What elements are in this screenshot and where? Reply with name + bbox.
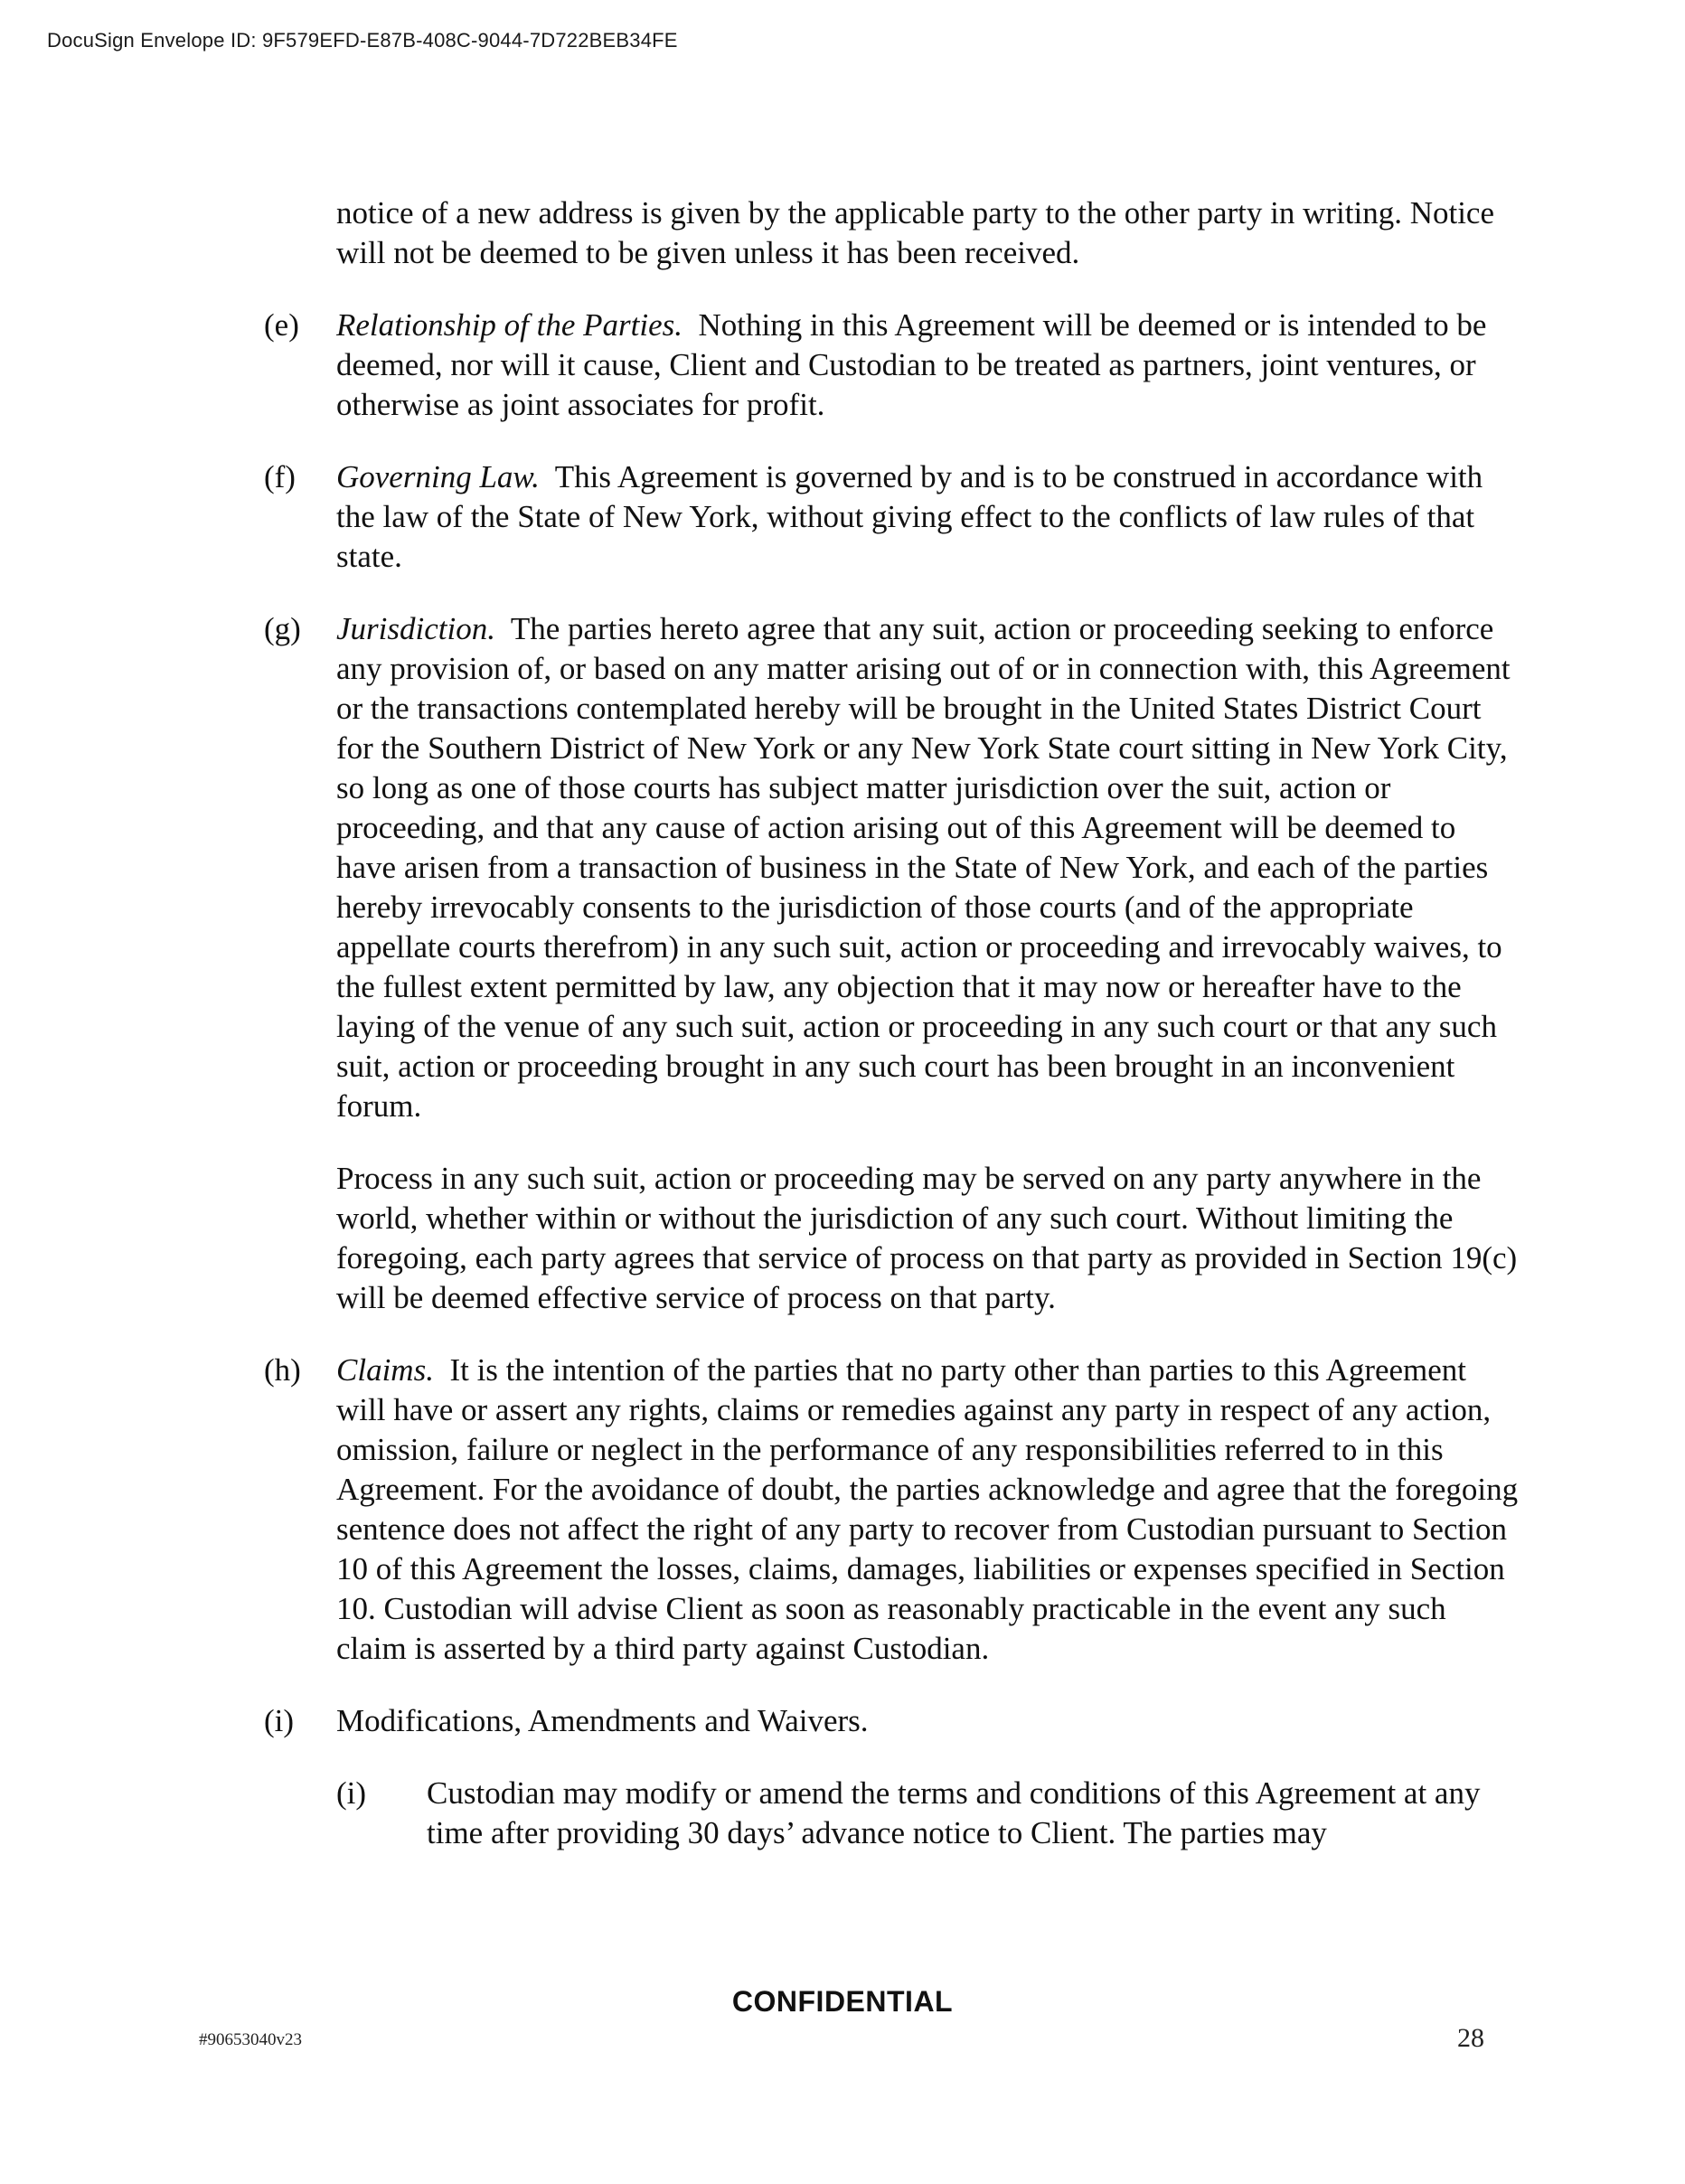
section-i [264, 1701, 1520, 1741]
section-text: This Agreement is governed by and is to be construed in accordance with the law of the State of New York, without giving effect to the conflicts of law rules of that state. [336, 459, 1483, 574]
section-text: It is the intention of the parties that no party other than parties to this Agreement will have or assert any rights, claims or remedies against any party in respect of any action, omission, failure or neglect in the performance of any responsibilities referred to in this Agreement. For the avoidance of doubt, the parties acknowledge and agree that the foregoing sentence does not affect the right of any party to recover from Custodian pursuant to Section 10 of this Agreement the losses, claims, damages, liabilities or expenses specified in Section 10. Custodian will advise Client as soon as reasonably practicable in the event any such claim is asserted by a third party against Custodian. [336, 1352, 1519, 1666]
subitem-label: (i) [336, 1775, 367, 1811]
section-h [264, 1351, 1520, 1669]
section-heading: Claims. [336, 1352, 434, 1388]
document-number: #90653040v23 [199, 2030, 302, 2049]
section-text: Nothing in this Agreement will be deemed or is intended to be deemed, nor will it cause, Client and Custodian to be treated as partners, joint ventures, or otherwise as joint associates for profit. [336, 307, 1487, 422]
section-heading: Relationship of the Parties. [336, 307, 683, 343]
page-number: 28 [1457, 2023, 1484, 2053]
continuation-paragraph: notice of a new address is given by the applicable party to the other party in writing. Notice will not be deemed to be given unless it has been received. [336, 195, 1495, 270]
section-f [264, 457, 1520, 577]
section-e [264, 306, 1520, 425]
document-body [264, 193, 1520, 1853]
subitem-text: Custodian may modify or amend the terms and conditions of this Agreement at any time after providing 30 days’ advance notice to Client. The parties may [427, 1775, 1481, 1850]
section-label: (i) [264, 1703, 295, 1738]
section-text: Modifications, Amendments and Waivers. [336, 1703, 869, 1738]
section-label: (f) [264, 459, 296, 494]
section-heading: Jurisdiction. [336, 611, 495, 646]
section-g-paragraph-2: Process in any such suit, action or proceeding may be served on any party anywhere in the world, whether within or without the jurisdiction of any such court. Without limiting the foregoing, each party agrees that service of process on that party as provided in Section 19(c) will be deemed effective service of process on that party. [336, 1161, 1518, 1315]
confidential-label: CONFIDENTIAL [731, 1985, 954, 2018]
section-label: (h) [264, 1352, 301, 1388]
section-i-subitem-i [264, 1774, 1520, 1853]
section-text: The parties hereto agree that any suit, action or proceeding seeking to enforce any provision of, or based on any matter arising out of or in connection with, this Agreement or the transactions contemplated hereby will be brought in the United States District Court for the Southern District of New York or any New York State court sitting in New York City, so long as one of those courts has subject matter jurisdiction over the suit, action or proceeding, and that any cause of action arising out of this Agreement will be deemed to have arisen from a transaction of business in the State of New York, and each of the parties hereby irrevocably consents to the jurisdiction of those courts (and of the appropriate appellate courts therefrom) in any such suit, action or proceeding and irrevocably waives, to the fullest extent permitted by law, any objection that it may now or hereafter have to the laying of the venue of any such suit, action or proceeding in any such court or that any such suit, action or proceeding brought in any such court has been brought in an inconvenient forum. [336, 611, 1511, 1124]
section-label: (e) [264, 307, 299, 343]
section-g [264, 609, 1520, 1126]
section-heading: Governing Law. [336, 459, 540, 494]
section-label: (g) [264, 611, 301, 646]
docusign-envelope-id: DocuSign Envelope ID: 9F579EFD-E87B-408C-9044-7D722BEB34FE [47, 29, 678, 52]
